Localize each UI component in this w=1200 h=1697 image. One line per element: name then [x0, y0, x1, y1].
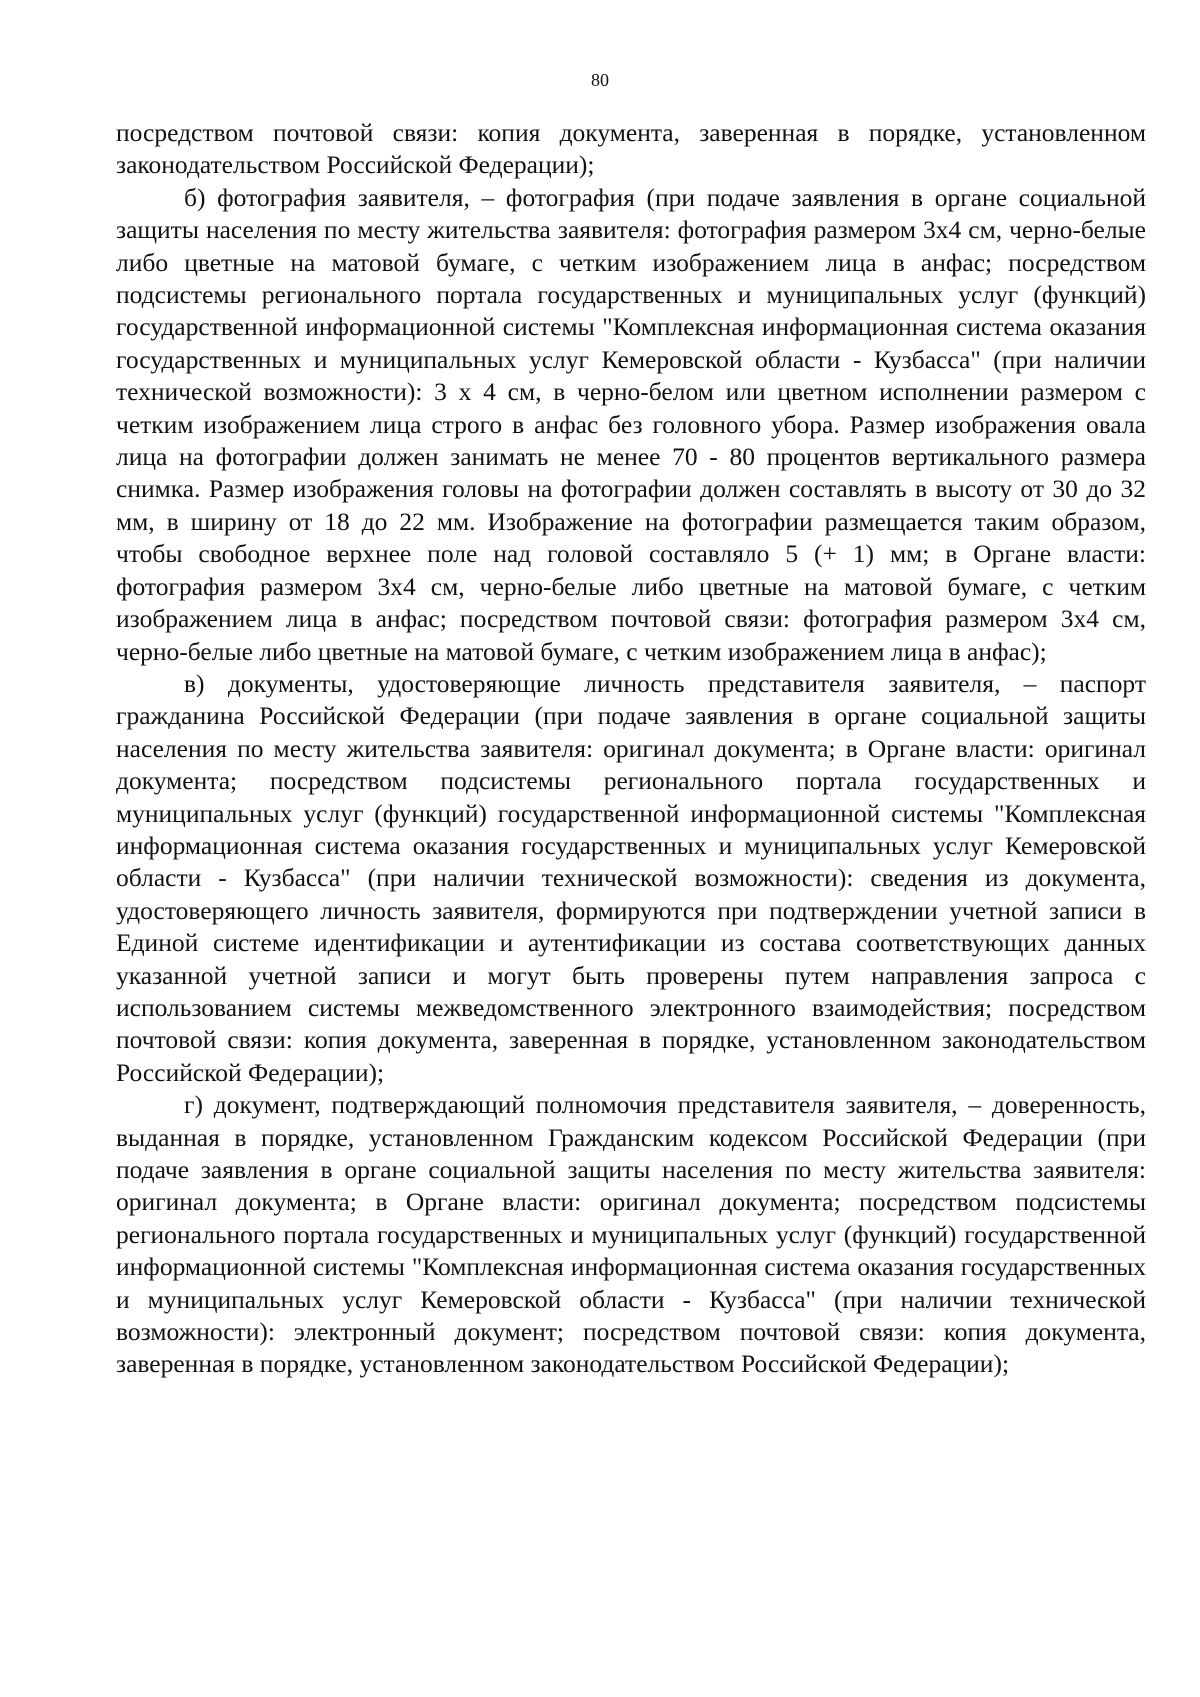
paragraph-item-v-identity-documents: в) документы, удостоверяющие личность представителя заявителя, – паспорт гражданина Российской Федерации (при подаче заявления в органе социальной защиты населения по месту жительства заявителя: оригинал документа; в Органе власти: оригинал документа; посредством подсистемы регионального портала государственных и муниципальных услуг (функций) государственной информационной системы "Комплексная информационная система оказания государственных и муниципальных услуг Кемеровской области - Кузбасса" (при наличии технической возможности): сведения из документа, удостоверяющего личность заявителя, формируются при подтверждении учетной записи в Единой системе идентификации и аутентификации из состава соответствующих данных указанной учетной записи и могут быть проверены путем направления запроса с использованием системы межведомственного электронного взаимодействия; посредством почтовой связи: копия документа, заверенная в порядке, установленном законодательством Российской Федерации);: [116, 668, 1146, 1087]
paragraph-item-g-power-of-attorney: г) документ, подтверждающий полномочия представителя заявителя, – доверенность, выданная в порядке, установленном Гражданским кодексом Российской Федерации (при подаче заявления в органе социальной защиты населения по месту жительства заявителя: оригинал документа; в Органе власти: оригинал документа; посредством подсистемы регионального портала государственных и муниципальных услуг (функций) государственной информационной системы "Комплексная информационная система оказания государственных и муниципальных услуг Кемеровской области - Кузбасса" (при наличии технической возможности): электронный документ; посредством почтовой связи: копия документа, заверенная в порядке, установленном законодательством Российской Федерации);: [116, 1090, 1146, 1379]
paragraph-item-b-photo: б) фотография заявителя, – фотография (при подаче заявления в органе социальной защиты населения по месту жительства заявителя: фотография размером 3х4 см, черно-белые либо цветные на матовой бумаге, с четким изображением лица в анфас; посредством подсистемы регионального портала государственных и муниципальных услуг (функций) государственной информационной системы "Комплексная информационная система оказания государственных и муниципальных услуг Кемеровской области - Кузбасса" (при наличии технической возможности): 3 х 4 см, в черно-белом или цветном исполнении размером с четким изображением лица строго в анфас без головного убора. Размер изображения овала лица на фотографии должен занимать не менее 70 - 80 процентов вертикального размера снимка. Размер изображения головы на фотографии должен составлять в высоту от 30 до 32 мм, в ширину от 18 до 22 мм. Изображение на фотографии размещается таким образом, чтобы свободное верхнее поле над головой составляло 5 (+ 1) мм; в Органе власти: фотография размером 3х4 см, черно-белые либо цветные на матовой бумаге, с четким изображением лица в анфас; посредством почтовой связи: фотография размером 3х4 см, черно-белые либо цветные на матовой бумаге, с четким изображением лица в анфас);: [116, 182, 1146, 666]
page-number: 80: [591, 70, 609, 90]
paragraph-continuation: посредством почтовой связи: копия документа, заверенная в порядке, установленном законодательством Российской Федерации);: [116, 118, 1146, 180]
document-body: [116, 117, 1146, 1381]
